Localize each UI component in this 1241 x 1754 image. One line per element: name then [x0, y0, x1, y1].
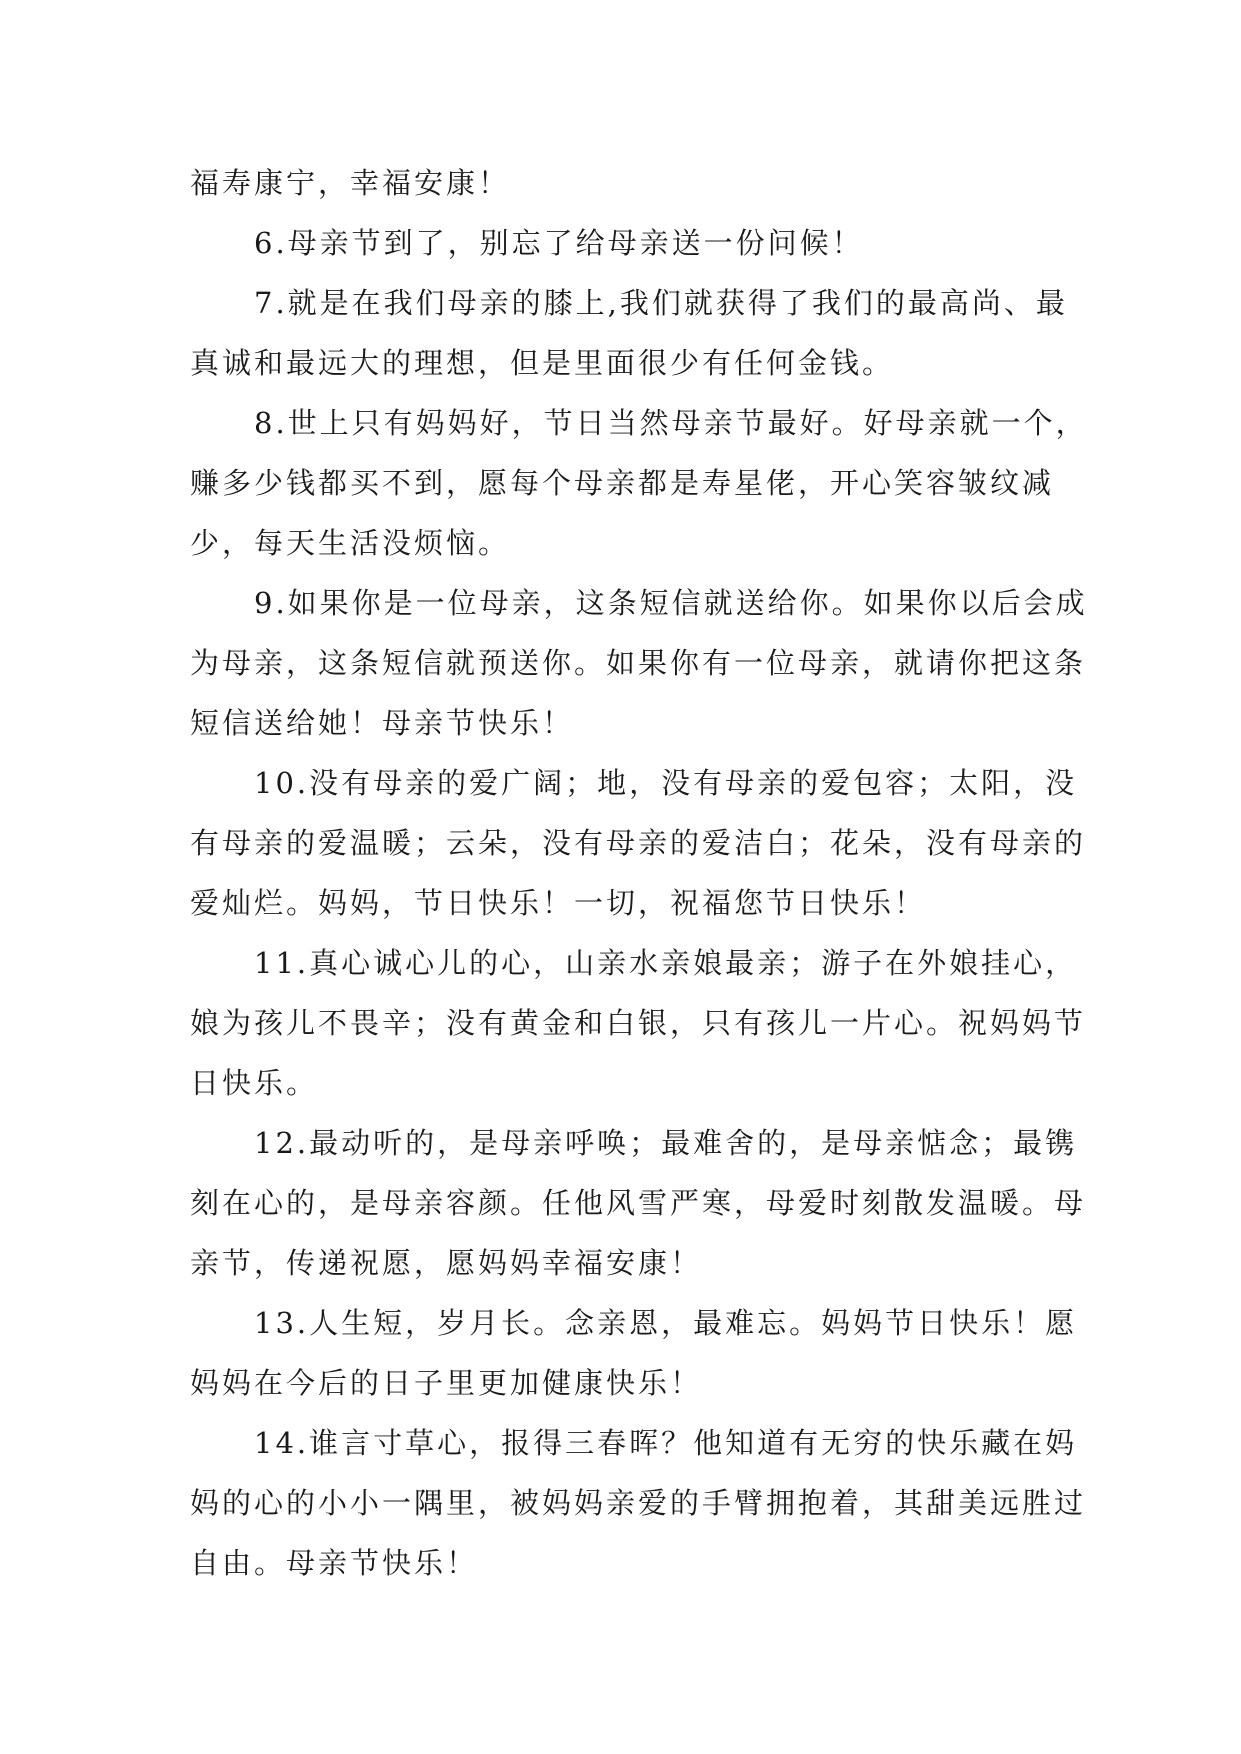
paragraph-item-13: 13.人生短，岁月长。念亲恩，最难忘。妈妈节日快乐！愿妈妈在今后的日子里更加健康快乐！ — [190, 1306, 1078, 1400]
paragraph-item-11: 11.真心诚心儿的心，山亲水亲娘最亲；游子在外娘挂心，娘为孩儿不畏辛；没有黄金和白银，只有孩儿一片心。祝妈妈节日快乐。 — [190, 946, 1087, 1100]
paragraph-item-6: 6.母亲节到了，别忘了给母亲送一份问候！ — [254, 226, 864, 260]
paragraph-item-8: 8.世上只有妈妈好，节日当然母亲节最好。好母亲就一个，赚多少钱都买不到，愿每个母亲都是寿星佬，开心笑容皱纹减少，每天生活没烦恼。 — [190, 406, 1088, 560]
paragraph-item-10: 10.没有母亲的爱广阔；地，没有母亲的爱包容；太阳，没有母亲的爱温暖；云朵，没有母亲的爱洁白；花朵，没有母亲的爱灿烂。妈妈，节日快乐！一切，祝福您节日快乐！ — [190, 766, 1087, 920]
paragraph-item-14: 14.谁言寸草心，报得三春晖？他知道有无穷的快乐藏在妈妈的心的小小一隅里，被妈妈亲爱的手臂拥抱着，其甜美远胜过自由。母亲节快乐！ — [190, 1426, 1087, 1580]
paragraph-item-12: 12.最动听的，是母亲呼唤；最难舍的，是母亲惦念；最镌刻在心的，是母亲容颜。任他风雪严寒，母爱时刻散发温暖。母亲节，传递祝愿，愿妈妈幸福安康！ — [190, 1126, 1087, 1280]
document-body — [190, 153, 1090, 1593]
paragraph-item-9: 9.如果你是一位母亲，这条短信就送给你。如果你以后会成为母亲，这条短信就预送你。如果你有一位母亲，就请你把这条短信送给她！母亲节快乐！ — [190, 586, 1088, 740]
paragraph-item-7: 7.就是在我们母亲的膝上,我们就获得了我们的最高尚、最真诚和最远大的理想，但是里面很少有任何金钱。 — [190, 286, 1068, 380]
paragraph-continuation: 福寿康宁，幸福安康！ — [190, 166, 511, 200]
